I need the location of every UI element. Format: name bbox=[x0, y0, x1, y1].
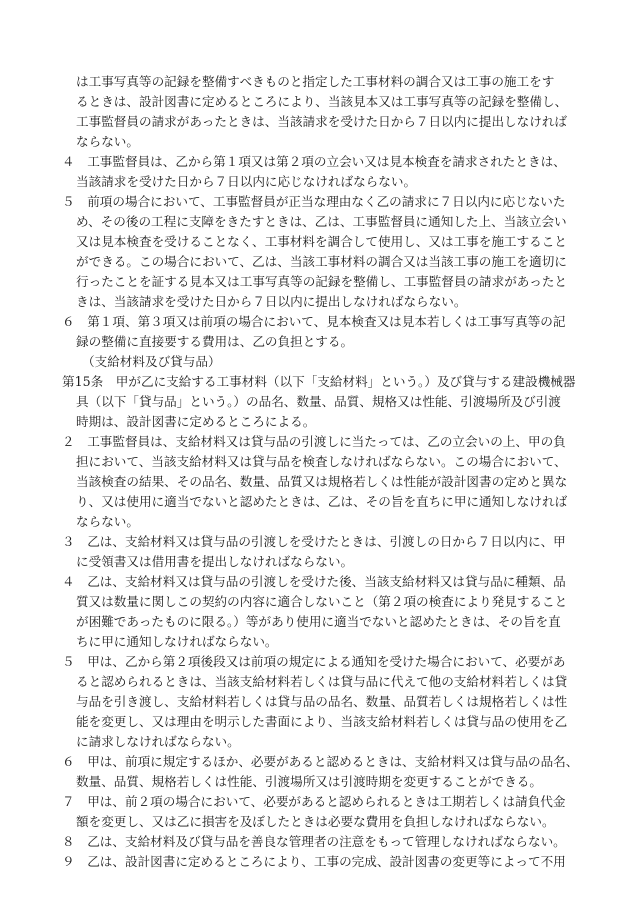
paragraph-line: が困難であったものに限る。）等があり使用に適当でないと認めたときは、その旨を直 bbox=[76, 614, 561, 629]
paragraph-line: に請求しなければならない。 bbox=[76, 734, 240, 749]
paragraph-line: 又は見本検査を受けることなく、工事材料を調合して使用し、又は工事を施工すること bbox=[76, 234, 567, 249]
paragraph-line: 当該請求を受けた日から７日以内に応じなければならない。 bbox=[76, 174, 417, 189]
paragraph-line: 録の整備に直接要する費用は、乙の負担とする。 bbox=[76, 334, 354, 349]
paragraph-line: ならない。 bbox=[76, 134, 139, 149]
article-heading: （支給材料及び貸与品） bbox=[82, 354, 221, 369]
paragraph-first-line: ５ 前項の場合において、工事監督員が正当な理由なく乙の請求に７日以内に応じないた bbox=[62, 194, 566, 209]
paragraph-first-line: ６ 第１項、第３項又は前項の場合において、見本検査又は見本若しくは工事写真等の記 bbox=[62, 314, 566, 329]
paragraph-line: り、又は使用に適当でないと認めたときは、乙は、その旨を直ちに甲に通知しなければ bbox=[76, 494, 568, 509]
paragraph-line: に受領書又は借用書を提出しなければならない。 bbox=[76, 554, 354, 569]
paragraph-line: 当該検査の結果、その品名、数量、品質又は規格若しくは性能が設計図書の定めと異な bbox=[76, 474, 568, 489]
paragraph-first-line: ４ 乙は、支給材料又は貸与品の引渡しを受けた後、当該支給材料又は貸与品に種類、品 bbox=[62, 574, 566, 589]
paragraph-first-line: ９ 乙は、設計図書に定めるところにより、工事の完成、設計図書の変更等によって不用 bbox=[62, 854, 566, 869]
paragraph-first-line: ４ 工事監督員は、乙から第１項又は第２項の立会い又は見本検査を請求されたときは、 bbox=[62, 154, 566, 169]
document-page bbox=[62, 72, 582, 872]
paragraph-line: 与品を引き渡し、支給材料若しくは貸与品の品名、数量、品質若しくは規格若しくは性 bbox=[76, 694, 568, 709]
paragraph-line: ると認められるときは、当該支給材料若しくは貸与品に代えて他の支給材料若しくは貸 bbox=[76, 674, 568, 689]
paragraph-first-line: ８ 乙は、支給材料及び貸与品を善良な管理者の注意をもって管理しなければならない。 bbox=[62, 834, 566, 849]
paragraph-line: 数量、品質、規格若しくは性能、引渡場所又は引渡時期を変更することができる。 bbox=[76, 774, 542, 789]
paragraph-line: 質又は数量に関しこの契約の内容に適合しないこと（第２項の検査により発見すること bbox=[76, 594, 568, 609]
paragraph-line: きは、当該請求を受けた日から７日以内に提出しなければならない。 bbox=[76, 294, 467, 309]
paragraph-line: は工事写真等の記録を整備すべきものと指定した工事材料の調合又は工事の施工をす bbox=[76, 74, 555, 89]
paragraph-line: るときは、設計図書に定めるところにより、当該見本又は工事写真等の記録を整備し、 bbox=[76, 94, 568, 109]
paragraph-line: 能を変更し、又は理由を明示した書面により、当該支給材料若しくは貸与品の使用を乙 bbox=[76, 714, 568, 729]
paragraph-line: 具（以下「貸与品」という。）の品名、数量、品質、規格又は性能、引渡場所及び引渡 bbox=[76, 394, 561, 409]
paragraph-first-line: ３ 乙は、支給材料又は貸与品の引渡しを受けたときは、引渡しの日から７日以内に、甲 bbox=[62, 534, 566, 549]
paragraph-line: め、その後の工程に支障をきたすときは、乙は、工事監督員に通知した上、当該立会い bbox=[76, 214, 567, 229]
paragraph-first-line: ２ 工事監督員は、支給材料又は貸与品の引渡しに当たっては、乙の立会いの上、甲の負 bbox=[62, 434, 566, 449]
paragraph-line: 担において、当該支給材料又は貸与品を検査しなければならない。この場合において、 bbox=[76, 454, 567, 469]
paragraph-line: ちに甲に通知しなければならない。 bbox=[76, 634, 278, 649]
paragraph-line: 行ったことを証する見本又は工事写真等の記録を整備し、工事監督員の請求があったと bbox=[76, 274, 568, 289]
paragraph-line: 工事監督員の請求があったときは、当該請求を受けた日から７日以内に提出しなければ bbox=[76, 114, 568, 129]
paragraph-line: ができる。この場合において、乙は、当該工事材料の調合又は当該工事の施工を適切に bbox=[76, 254, 567, 269]
paragraph-line: 額を変更し、又は乙に損害を及ぼしたときは必要な費用を負担しなければならない。 bbox=[76, 814, 555, 829]
paragraph-first-line: ６ 甲は、前項に規定するほか、必要があると認めるときは、支給材料又は貸与品の品名、 bbox=[62, 754, 579, 769]
paragraph-line: 時期は、設計図書に定めるところによる。 bbox=[76, 414, 316, 429]
paragraph-line: ならない。 bbox=[76, 514, 139, 529]
paragraph-first-line: ５ 甲は、乙から第２項後段又は前項の規定による通知を受けた場合において、必要があ bbox=[62, 654, 566, 669]
paragraph-first-line: ７ 甲は、前２項の場合において、必要があると認められるときは工期若しくは請負代金 bbox=[62, 794, 566, 809]
paragraph-first-line: 第15条 甲が乙に支給する工事材料（以下「支給材料」という。）及び貸与する建設機械器 bbox=[62, 374, 576, 389]
